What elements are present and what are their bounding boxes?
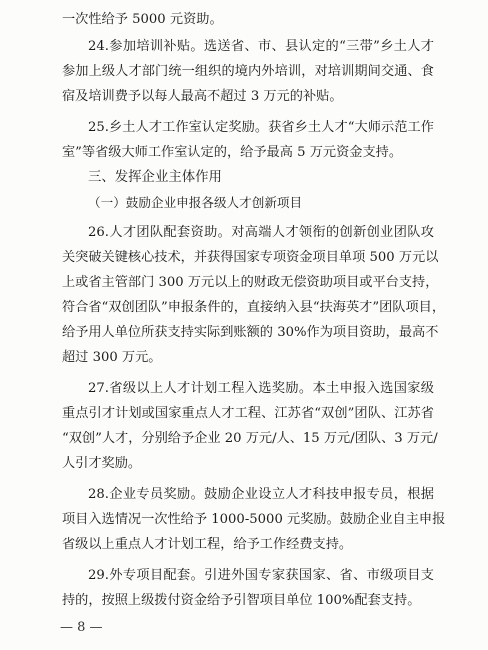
paragraph-26-line-6: 超过 300 万元。 bbox=[62, 350, 162, 365]
paragraph-27-line-1: 27.省级以上人才计划工程入选奖励。本土申报入选国家级 bbox=[88, 381, 434, 396]
paragraph-25-line-2: 室”等省级大师工作室认定的，给予最高 5 万元资金支持。 bbox=[62, 145, 403, 160]
paragraph-29-line-1: 29.外专项目配套。引进外国专家获国家、省、市级项目支 bbox=[88, 568, 434, 583]
paragraph-28-line-2: 项目入选情况一次性给予 1000-5000 元奖励。鼓励企业自主申报 bbox=[62, 512, 446, 527]
paragraph-26-line-2: 关突破关键核心技术，并获得国家专项资金项目单项 500 万元以 bbox=[62, 250, 439, 265]
paragraph-27-line-4: 人引才奖励。 bbox=[62, 456, 142, 471]
paragraph-28-line-3: 省级以上重点人才计划工程，给予工作经费支持。 bbox=[62, 537, 353, 552]
section-heading: 三、发挥企业主体作用 bbox=[88, 170, 222, 185]
page-number: — 8 — bbox=[60, 620, 103, 635]
paragraph-26-line-3: 上或省主管部门 300 万元以上的财政无偿资助项目或平台支持， bbox=[62, 275, 439, 290]
paragraph-24-line-2: 参加上级人才部门统一组织的境内外培训，对培训期间交通、食 bbox=[62, 64, 434, 79]
paragraph-26-line-1: 26.人才团队配套资助。对高端人才领衔的创新创业团队攻 bbox=[88, 225, 434, 240]
paragraph-27-line-2: 重点引才计划或国家重点人才工程、江苏省“双创”团队、江苏省 bbox=[62, 406, 434, 421]
paragraph-24-line-3: 宿及培训费予以每人最高不超过 3 万元的补贴。 bbox=[62, 89, 343, 104]
paragraph-29-line-2: 持的，按照上级拨付资金给予引智项目单位 100%配套支持。 bbox=[62, 593, 421, 608]
paragraph-27-line-3: “双创”人才，分别给予企业 20 万元/人、15 万元/团队、3 万元/ bbox=[62, 431, 438, 446]
paragraph-24-line-1: 24.参加培训补贴。选送省、市、县认定的“三带”乡土人才 bbox=[88, 39, 434, 54]
subsection-heading: （一）鼓励企业申报各级人才创新项目 bbox=[88, 195, 303, 210]
text-line: 一次性给予 5000 元资助。 bbox=[62, 12, 223, 27]
paragraph-28-line-1: 28.企业专员奖励。鼓励企业设立人才科技申报专员，根据 bbox=[88, 487, 434, 502]
paragraph-25-line-1: 25.乡土人才工作室认定奖励。获省乡土人才“大师示范工作 bbox=[88, 120, 434, 135]
paragraph-26-line-5: 给予用人单位所获支持实际到账额的 30%作为项目资助，最高不 bbox=[62, 325, 439, 340]
paragraph-26-line-4: 符合省“双创团队”申报条件的，直接纳入县“扶海英才”团队项目， bbox=[62, 300, 446, 315]
